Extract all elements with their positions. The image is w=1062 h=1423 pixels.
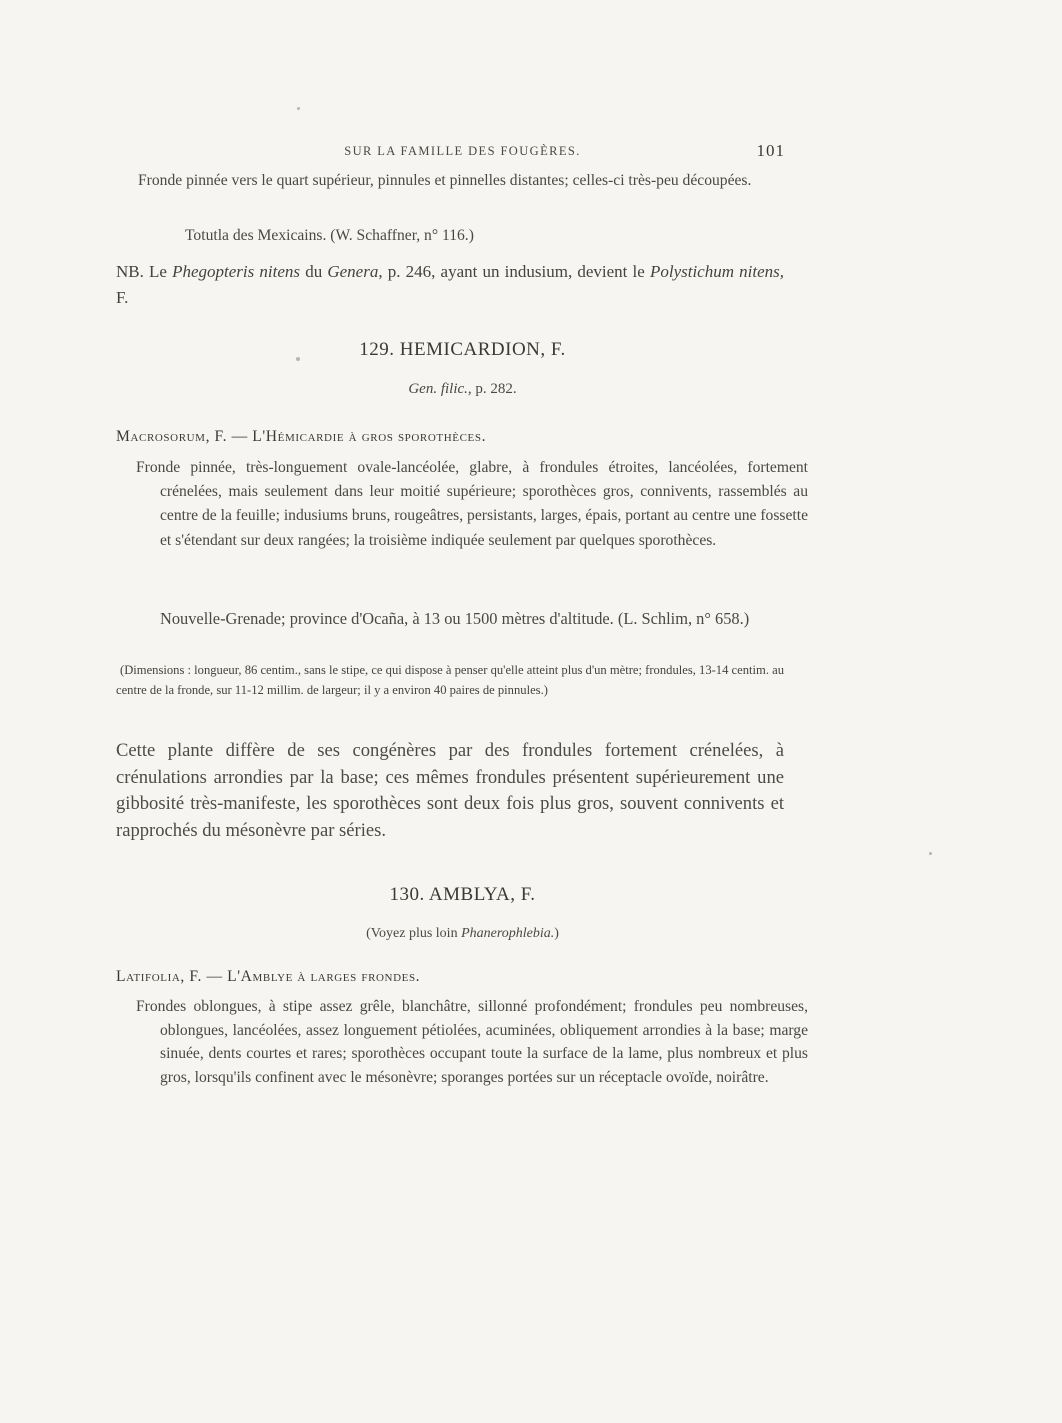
species-heading-latifolia: [116, 968, 420, 986]
nb-note: [116, 259, 784, 311]
intro-description: Fronde pinnée vers le quart supérieur, pinnules et pinnelles distantes; celles-ci très-peu découpées.: [138, 172, 752, 189]
see-suffix: ): [554, 926, 559, 941]
species-dimensions-macrosorum: (Dimensions : longueur, 86 centim., sans le stipe, ce qui dispose à penser qu'elle atteint plus d'un mètre; frondules, 13-14 centim. au centre de la fronde, sur 11-12 millim. de largeur; il y a environ 40 paires de pinnules.): [116, 663, 785, 697]
species-author-common-name: , F. — L'Hémicardie à gros sporothèces.: [205, 428, 487, 445]
page-number: 101: [756, 141, 785, 160]
running-title: SUR LA FAMILLE DES FOUGÈRES.: [344, 144, 581, 158]
scan-speck: [929, 852, 932, 855]
nb-middle-1: du: [305, 262, 323, 281]
genus-reference-hemicardion: [140, 381, 785, 398]
see-prefix: (Voyez plus loin: [366, 926, 458, 941]
species-heading-macrosorum: [116, 428, 486, 446]
reference-work: Gen. filic.,: [408, 381, 472, 397]
species-name: Macrosorum: [116, 428, 206, 445]
nb-prefix: NB. Le: [116, 262, 167, 281]
nb-suffix: F.: [116, 288, 129, 307]
nb-work-genera: Genera,: [327, 262, 383, 281]
genus-heading-hemicardion: 129. HEMICARDION, F.: [359, 339, 566, 360]
species-name: Latifolia: [116, 968, 181, 985]
see-taxon: Phanerophlebia.: [461, 926, 555, 941]
genus-heading-amblya: 130. AMBLYA, F.: [389, 884, 536, 905]
genus-cross-reference-amblya: [140, 926, 785, 942]
species-description-latifolia: Frondes oblongues, à stipe assez grêle, blanchâtre, sillonné profondément; frondules peu nombreuses, oblongues, lancéolées, assez longuement pétiolées, acuminées, obliquement arrondies à la base; marge sinuée, dents courtes et rares; sporothèces occupant toute la surface de la lame, plus nombreux et plus gros, lorsqu'ils confinent avec le mésonèvre; sporanges portées sur un réceptacle ovoïde, noirâtre.: [136, 998, 808, 1086]
species-author-common-name: , F. — L'Amblye à larges frondes.: [180, 968, 421, 985]
intro-locality: Totutla des Mexicains. (W. Schaffner, n° 116.): [185, 227, 474, 244]
reference-page: p. 282.: [475, 381, 517, 397]
scan-speck: [297, 107, 300, 110]
nb-taxon-phegopteris: Phegopteris nitens: [172, 262, 301, 281]
species-remark-macrosorum: Cette plante diffère de ses congénères par des frondules fortement crénelées, à crénulations arrondies par la base; ces mêmes frondules présentent supérieurement une gibbosité très-manifeste, les sporothèces sont deux fois plus gros, souvent connivents et rapprochés du mésonèvre par séries.: [116, 740, 784, 841]
species-locality-macrosorum: Nouvelle-Grenade; province d'Ocaña, à 13 ou 1500 mètres d'altitude. (L. Schlim, n° 658.): [160, 609, 750, 628]
species-description-macrosorum: Fronde pinnée, très-longuement ovale-lancéolée, glabre, à frondules étroites, lancéolées, fortement crénelées, mais seulement dans leur moitié supérieure; sporothèces gros, connivents, rassemblés au centre de la feuille; indusiums bruns, rougeâtres, persistants, larges, épais, portant au centre une fossette et s'étendant sur deux rangées; la troisième indiquée seulement par quelques sporothèces.: [136, 459, 808, 549]
running-head: [140, 141, 785, 164]
nb-middle-2: p. 246, ayant un indusium, devient le: [387, 262, 645, 281]
nb-taxon-polystichum: Polystichum nitens,: [649, 262, 785, 281]
